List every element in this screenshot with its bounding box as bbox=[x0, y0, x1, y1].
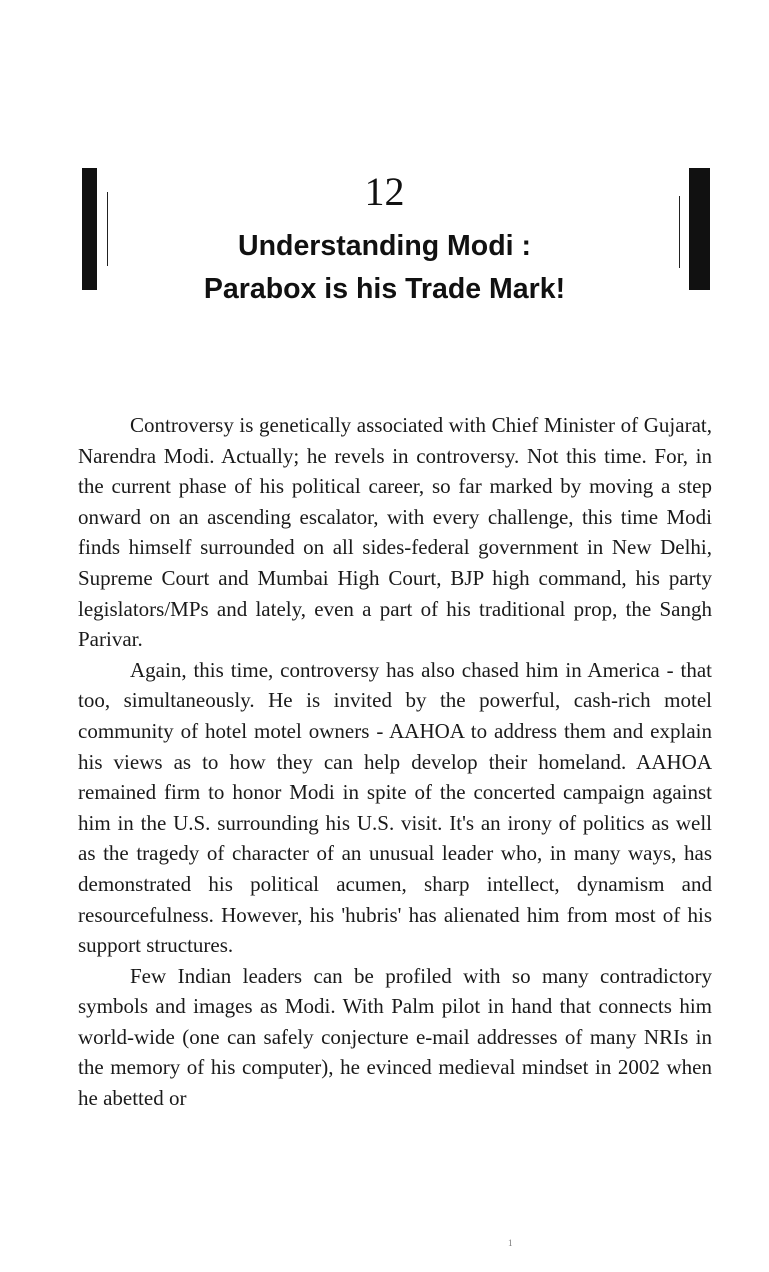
body-text bbox=[78, 410, 712, 1114]
chapter-number: 12 bbox=[364, 169, 405, 214]
paragraph-1: Controversy is genetically associated with Chief Minister of Gujarat, Narendra Modi. Actually; he revels in controversy. Not this time. For, in the current phase of his political career, so far marked by moving a step onward on an ascending escalator, with every challenge, this time Modi finds himself surrounded on all sides-federal government in New Delhi, Supreme Court and Mumbai High Court, BJP high command, his party legislators/MPs and lately, even a part of his traditional prop, the Sangh Parivar. bbox=[78, 413, 712, 652]
chapter-title-line-2: Parabox is his Trade Mark! bbox=[203, 273, 566, 305]
page-number: 1 bbox=[508, 1238, 513, 1248]
paragraph-3: Few Indian leaders can be profiled with so many contradictory symbols and images as Modi. With Palm pilot in hand that connects him world-wide (one can safely conjecture e-mail addresses of many NRIs in the memory of his computer), he evinced medieval mindset in 2002 when he abetted or bbox=[78, 963, 712, 1111]
chapter-title-line-1: Understanding Modi : bbox=[238, 230, 531, 262]
paragraph-2: Again, this time, controversy has also chased him in America - that too, simultaneously. He is invited by the powerful, cash-rich motel community of hotel motel owners - AAHOA to address them and explain his views as to how they can help develop their homeland. AAHOA remained firm to honor Modi in spite of the concerted campaign against him in the U.S. surrounding his U.S. visit. It's an irony of politics as well as the tragedy of character of an unusual leader who, in many ways, has demonstrated his political acumen, sharp intellect, dynamism and resourcefulness. However, his 'hubris' has alienated him from most of his support structures. bbox=[78, 657, 712, 958]
